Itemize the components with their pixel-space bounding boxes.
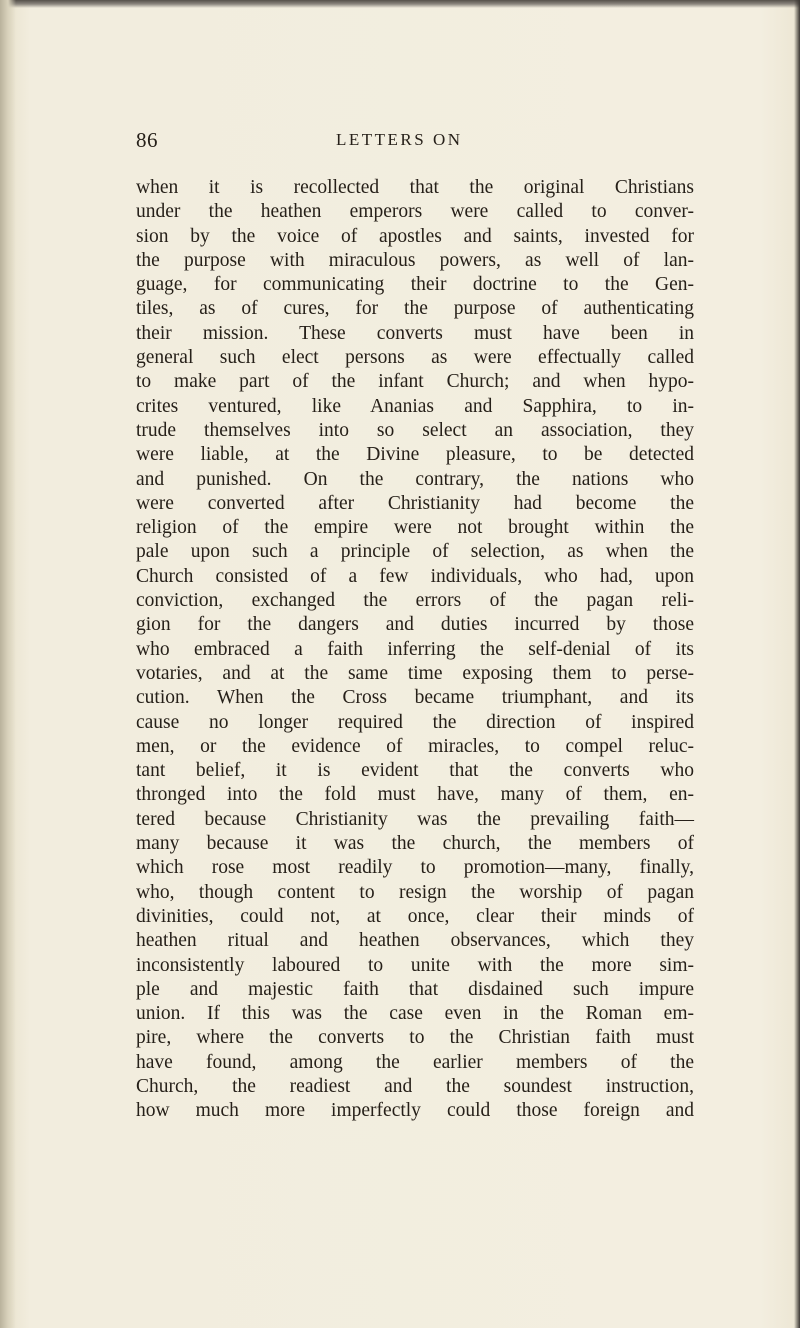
text-line: gion for the dangers and duties incurred by those	[136, 614, 694, 636]
text-line: under the heathen emperors were called to conver-	[136, 201, 694, 223]
text-line: religion of the empire were not brought within the	[136, 517, 694, 539]
text-line: to make part of the infant Church; and when hypo-	[136, 371, 694, 393]
text-line: votaries, and at the same time exposing them to perse-	[136, 662, 694, 684]
text-line: heathen ritual and heathen observances, which they	[136, 930, 694, 952]
text-line: were liable, at the Divine pleasure, to be detected	[136, 444, 694, 466]
running-head: LETTERS ON	[336, 130, 463, 149]
text-line: guage, for communicating their doctrine to the Gen-	[136, 274, 694, 296]
text-line: when it is recollected that the original Christians	[136, 177, 694, 198]
text-line: which rose most readily to promotion—many, finally,	[136, 857, 694, 879]
body-text	[136, 176, 694, 1124]
text-line: divinities, could not, at once, clear their minds of	[136, 905, 694, 927]
text-line: the purpose with miraculous powers, as well of lan-	[136, 249, 694, 271]
text-line: and punished. On the contrary, the nations who	[136, 468, 694, 490]
text-line: who, though content to resign the worship of pagan	[136, 881, 694, 903]
page-gutter-shadow	[0, 0, 16, 1328]
text-line: have found, among the earlier members of the	[136, 1051, 694, 1073]
text-line: trude themselves into so select an association, they	[136, 419, 694, 441]
text-line: inconsistently laboured to unite with the more sim-	[136, 954, 694, 976]
text-line: tered because Christianity was the prevailing faith—	[136, 808, 694, 830]
text-line: general such elect persons as were effectually called	[136, 347, 694, 369]
text-line: conviction, exchanged the errors of the pagan reli-	[136, 590, 694, 612]
text-line: union. If this was the case even in the Roman em-	[136, 1003, 694, 1025]
text-line: who embraced a faith inferring the self-denial of its	[136, 638, 694, 660]
text-line: cause no longer required the direction of inspired	[136, 711, 694, 733]
text-line: Church, the readiest and the soundest instruction,	[136, 1075, 694, 1097]
text-line: crites ventured, like Ananias and Sapphira, to in-	[136, 395, 694, 417]
text-line: men, or the evidence of miracles, to compel reluc-	[136, 735, 694, 757]
text-line: ple and majestic faith that disdained such impure	[136, 978, 694, 1000]
page-top-edge	[0, 0, 800, 8]
text-line: Church consisted of a few individuals, who had, upon	[136, 565, 694, 587]
text-line: their mission. These converts must have been in	[136, 322, 694, 344]
page-number: 86	[136, 128, 158, 152]
page-header	[136, 128, 694, 154]
text-line: pale upon such a principle of selection, as when the	[136, 541, 694, 563]
text-line: pire, where the converts to the Christian faith must	[136, 1027, 694, 1049]
text-line: sion by the voice of apostles and saints, invested for	[136, 225, 694, 247]
text-line: tiles, as of cures, for the purpose of authenticating	[136, 298, 694, 320]
text-line: how much more imperfectly could those foreign and	[136, 1100, 694, 1122]
text-line: were converted after Christianity had become the	[136, 492, 694, 514]
text-line: tant belief, it is evident that the converts who	[136, 760, 694, 782]
text-line: thronged into the fold must have, many of them, en-	[136, 784, 694, 806]
text-line: cution. When the Cross became triumphant, and its	[136, 687, 694, 709]
page-right-edge	[794, 0, 800, 1328]
text-line: many because it was the church, the members of	[136, 833, 694, 855]
